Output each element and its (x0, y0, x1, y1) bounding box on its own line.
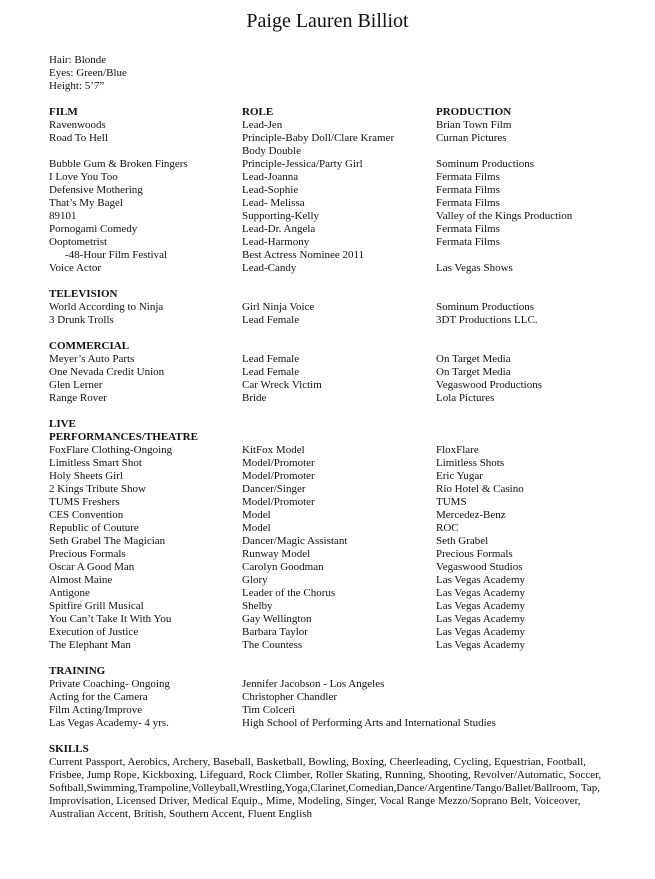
production-heading: PRODUCTION (436, 106, 512, 118)
live-production: Rio Hotel & Casino (436, 483, 524, 495)
live-title: The Elephant Man (49, 639, 131, 651)
resume-body (49, 54, 605, 821)
training-row (49, 704, 605, 717)
commercial-row (49, 379, 605, 392)
live-row (49, 574, 605, 587)
commercial-row (49, 366, 605, 379)
film-row (49, 158, 605, 171)
film-title: Ooptometrist (49, 236, 108, 248)
live-title: Execution of Justice (49, 626, 139, 638)
film-row (49, 262, 605, 275)
live-title: TUMS Freshers (49, 496, 120, 508)
live-role: Shelby (242, 600, 273, 612)
live-role: Model (242, 509, 271, 521)
live-role: Dancer/Magic Assistant (242, 535, 348, 547)
film-role: Lead-Sophie (242, 184, 299, 196)
film-row (49, 249, 605, 262)
live-production: Las Vegas Academy (436, 639, 525, 651)
commercial-row (49, 392, 605, 405)
live-title: Seth Grabel The Magician (49, 535, 166, 547)
live-role: Gay Wellington (242, 613, 312, 625)
film-production: Fermata Films (436, 184, 500, 196)
live-production: Seth Grabel (436, 535, 489, 547)
live-row (49, 613, 605, 626)
live-title: You Can’t Take It With You (49, 613, 172, 625)
film-production: Fermata Films (436, 171, 500, 183)
film-production: Valley of the Kings Production (436, 210, 573, 222)
live-row (49, 639, 605, 652)
film-row (49, 184, 605, 197)
attribute-height: Height: 5’7” (49, 80, 105, 92)
commercial-title: Glen Lerner (49, 379, 103, 391)
television-row (49, 314, 605, 327)
live-production: ROC (436, 522, 459, 534)
attribute-eyes: Eyes: Green/Blue (49, 67, 127, 79)
film-production: Fermata Films (436, 236, 500, 248)
film-role: Lead-Candy (242, 262, 297, 274)
live-row (49, 509, 605, 522)
film-row (49, 171, 605, 184)
live-row (49, 444, 605, 457)
film-header-row (49, 106, 605, 119)
film-title: Bubble Gum & Broken Fingers (49, 158, 188, 170)
film-production: Las Vegas Shows (436, 262, 513, 274)
live-role: Runway Model (242, 548, 311, 560)
film-title: Ravenwoods (49, 119, 106, 131)
film-role: Lead-Dr. Angela (242, 223, 316, 235)
film-title: I Love You Too (49, 171, 118, 183)
live-role: Dancer/Singer (242, 483, 306, 495)
film-role: Body Double (242, 145, 301, 157)
film-production: Sominum Productions (436, 158, 535, 170)
live-title: Oscar A Good Man (49, 561, 135, 573)
film-title: -48-Hour Film Festival (65, 249, 168, 261)
live-list (49, 444, 605, 652)
live-production: Mercedez-Benz (436, 509, 506, 521)
film-role: Best Actress Nominee 2011 (242, 249, 365, 261)
performances-theatre-heading: PERFORMANCES/THEATRE (49, 431, 198, 443)
film-role: Lead- Melissa (242, 197, 305, 209)
television-role: Girl Ninja Voice (242, 301, 315, 313)
television-title: World According to Ninja (49, 301, 164, 313)
film-row (49, 210, 605, 223)
live-row (49, 548, 605, 561)
commercial-production: Lola Pictures (436, 392, 495, 404)
commercial-list (49, 353, 605, 405)
film-role: Principle-Baby Doll/Clare Kramer (242, 132, 395, 144)
commercial-title: Range Rover (49, 392, 107, 404)
live-production: Las Vegas Academy (436, 613, 525, 625)
live-role: Model/Promoter (242, 470, 315, 482)
film-row (49, 223, 605, 236)
commercial-title: Meyer’s Auto Parts (49, 353, 135, 365)
live-title: Spitfire Grill Musical (49, 600, 144, 612)
live-title: Holy Sheets Girl (49, 470, 123, 482)
film-role: Lead-Harmony (242, 236, 310, 248)
live-production: Precious Formals (436, 548, 513, 560)
live-row (49, 522, 605, 535)
live-row (49, 626, 605, 639)
training-instructor: Christopher Chandler (242, 691, 338, 703)
commercial-role: Lead Female (242, 366, 300, 378)
live-production: Las Vegas Academy (436, 587, 525, 599)
live-title: Precious Formals (49, 548, 126, 560)
live-row (49, 457, 605, 470)
training-title: Private Coaching- Ongoing (49, 678, 170, 690)
live-row (49, 483, 605, 496)
live-heading: LIVE (49, 418, 76, 430)
live-role: Carolyn Goodman (242, 561, 324, 573)
live-title: FoxFlare Clothing-Ongoing (49, 444, 173, 456)
live-production: Las Vegas Academy (436, 626, 525, 638)
training-heading: TRAINING (49, 665, 106, 677)
film-row (49, 132, 605, 145)
live-row (49, 600, 605, 613)
commercial-title: One Nevada Credit Union (49, 366, 165, 378)
film-role: Lead-Jen (242, 119, 283, 131)
live-title: Almost Maine (49, 574, 113, 586)
training-row (49, 678, 605, 691)
television-list (49, 301, 605, 327)
film-list (49, 119, 605, 275)
film-row (49, 197, 605, 210)
film-heading: FILM (49, 106, 78, 118)
live-role: The Countess (242, 639, 303, 651)
skills-heading: SKILLS (49, 743, 89, 755)
commercial-row (49, 353, 605, 366)
commercial-production: Vegaswood Productions (436, 379, 543, 391)
film-role: Lead-Joanna (242, 171, 299, 183)
television-production: 3DT Productions LLC. (436, 314, 538, 326)
film-role: Supporting-Kelly (242, 210, 319, 222)
film-title: That’s My Bagel (49, 197, 123, 209)
resume-name: Paige Lauren Billiot (246, 10, 409, 32)
live-production: Vegaswood Studios (436, 561, 523, 573)
live-title: Republic of Couture (49, 522, 139, 534)
live-role: Glory (242, 574, 268, 586)
live-production: Las Vegas Academy (436, 574, 525, 586)
live-title: Antigone (49, 587, 90, 599)
training-title: Acting for the Camera (49, 691, 148, 703)
commercial-role: Lead Female (242, 353, 300, 365)
commercial-production: On Target Media (436, 353, 511, 365)
live-role: Model/Promoter (242, 457, 315, 469)
live-production: FloxFlare (436, 444, 479, 456)
training-instructor: High School of Performing Arts and International Studies (242, 717, 496, 729)
live-production: Las Vegas Academy (436, 600, 525, 612)
live-title: CES Convention (49, 509, 124, 521)
commercial-heading: COMMERCIAL (49, 340, 130, 352)
film-row (49, 236, 605, 249)
film-production: Fermata Films (436, 223, 500, 235)
television-row (49, 301, 605, 314)
training-instructor: Tim Colceri (242, 704, 296, 716)
live-title: 2 Kings Tribute Show (49, 483, 146, 495)
live-production: Eric Yugar (436, 470, 483, 482)
film-production: Curnan Pictures (436, 132, 507, 144)
film-row (49, 119, 605, 132)
film-role: Principle-Jessica/Party Girl (242, 158, 363, 170)
film-title: 89101 (49, 210, 77, 222)
training-title: Film Acting/Improve (49, 704, 143, 716)
training-row (49, 691, 605, 704)
live-row (49, 535, 605, 548)
attribute-hair: Hair: Blonde (49, 54, 107, 66)
live-row (49, 470, 605, 483)
live-role: Model (242, 522, 271, 534)
live-row (49, 587, 605, 600)
training-title: Las Vegas Academy- 4 yrs. (49, 717, 169, 729)
skills-text: Current Passport, Aerobics, Archery, Baseball, Basketball, Bowling, Boxing, Cheerleading, Cycling, Equestrian, Football, Frisbee, Jump Rope, Kickboxing, Lifeguard, Rock Climber, Roller Skating, Running, Shooting, Revolver/Automatic, Soccer, Softball,Swimming,Trampoline,Volleyball,Wrestling,Yoga,Clarinet,Comedian,Dance/Argentine/Tango/Ballet/Ballroom, Tap, Improvisation, Licensed Driver, Medical Equip., Mime, Modeling, Singer, Vocal Range Mezzo/Soprano Belt, Voiceover, Australian Accent, British, Southern Accent, Fluent English (49, 756, 602, 820)
live-title: Limitless Smart Shot (49, 457, 142, 469)
film-title: Defensive Mothering (49, 184, 143, 196)
live-role: Barbara Taylor (242, 626, 308, 638)
role-heading: ROLE (242, 106, 274, 118)
live-role: Model/Promoter (242, 496, 315, 508)
film-production: Fermata Films (436, 197, 500, 209)
commercial-role: Bride (242, 392, 267, 404)
live-row (49, 561, 605, 574)
television-role: Lead Female (242, 314, 300, 326)
film-title: Pornogami Comedy (49, 223, 138, 235)
film-row (49, 145, 605, 158)
film-title: Voice Actor (49, 262, 102, 274)
live-role: KitFox Model (242, 444, 305, 456)
commercial-role: Car Wreck Victim (242, 379, 322, 391)
training-instructor: Jennifer Jacobson - Los Angeles (242, 678, 385, 690)
film-title: Road To Hell (49, 132, 108, 144)
film-production: Brian Town Film (436, 119, 512, 131)
live-production: TUMS (436, 496, 467, 508)
training-list (49, 678, 605, 730)
live-role: Leader of the Chorus (242, 587, 336, 599)
commercial-production: On Target Media (436, 366, 511, 378)
training-row (49, 717, 605, 730)
live-production: Limitless Shots (436, 457, 505, 469)
television-title: 3 Drunk Trolls (49, 314, 114, 326)
live-row (49, 496, 605, 509)
television-heading: TELEVISION (49, 288, 118, 300)
television-production: Sominum Productions (436, 301, 535, 313)
